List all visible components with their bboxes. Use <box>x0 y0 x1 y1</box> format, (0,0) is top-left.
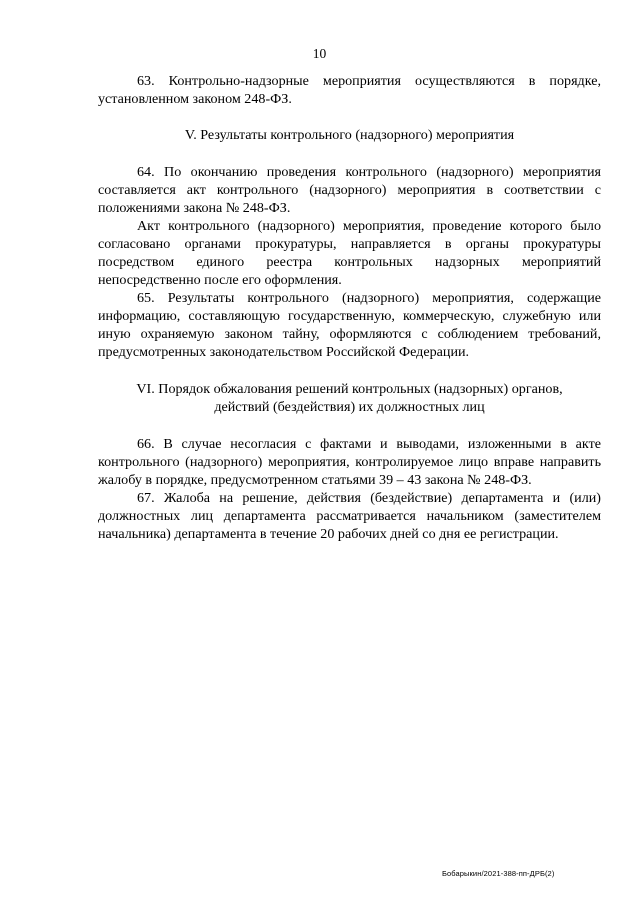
section-v-heading: V. Результаты контрольного (надзорного) мероприятия <box>184 127 515 143</box>
section-vi-heading-line2: действий (бездействия) их должностных лиц <box>214 399 485 415</box>
section-vi-heading <box>98 380 601 416</box>
paragraph-66: 66. В случае несогласия с фактами и выводами, изложенными в акте контрольного (надзорного) мероприятия, контролируемое лицо вправе направить жалобу в порядке, предусмотренном статьями 39 – 43 закона № 248-ФЗ. <box>98 436 601 488</box>
document-body <box>98 72 601 543</box>
page-number: 10 <box>312 46 327 61</box>
paragraph-64: 64. По окончанию проведения контрольного (надзорного) мероприятия составляется акт контрольного (надзорного) мероприятия в соответствии с положениями закона № 248-ФЗ. <box>98 164 601 216</box>
footer-document-code: Бобарыкин/2021-388-пп-ДРБ(2) <box>442 869 555 878</box>
paragraph-65: 65. Результаты контрольного (надзорного) мероприятия, содержащие информацию, составляющую государственную, коммерческую, служебную или иную охраняемую законом тайну, оформляются с соблюдением требований, предусмотренных законодательством Российской Федерации. <box>98 290 601 360</box>
paragraph-63: 63. Контрольно-надзорные мероприятия осуществляются в порядке, установленном законом 248-ФЗ. <box>98 73 601 107</box>
paragraph-67: 67. Жалоба на решение, действия (бездействие) департамента и (или) должностных лиц департамента рассматривается начальником (заместителем начальника) департамента в течение 20 рабочих дней со дня ее регистрации. <box>98 490 601 542</box>
paragraph-64-act: Акт контрольного (надзорного) мероприятия, проведение которого было согласовано органами прокуратуры, направляется в органы прокуратуры посредством единого реестра контрольных надзорных мероприятий непосредственно после его оформления. <box>98 218 601 288</box>
section-vi-heading-line1: VI. Порядок обжалования решений контрольных (надзорных) органов, <box>136 381 563 397</box>
